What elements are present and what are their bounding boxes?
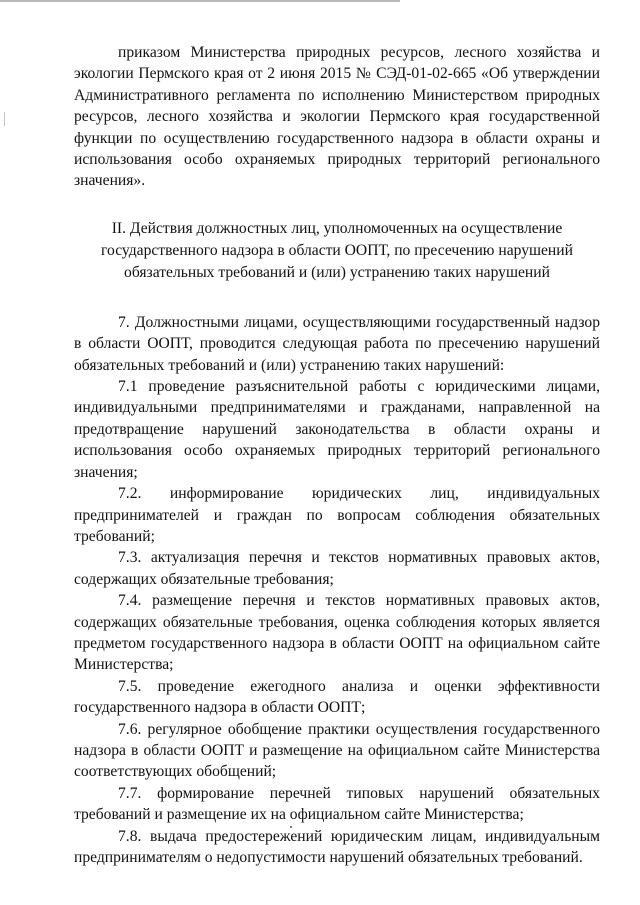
paragraph-7-4: 7.4. размещение перечня и текстов нормативных правовых актов, содержащих обязательные требования, оценка соблюдения которых является предметом государственного надзора в области ООПТ на официальном сайте Министерства; xyxy=(74,592,600,674)
document-page xyxy=(74,42,600,868)
intro-paragraph: приказом Министерства природных ресурсов, лесного хозяйства и экологии Пермского края от 2 июня 2015 № СЭД-01-02-665 «Об утверждении Административного регламента по исполнению Министерством природных ресурсов, лесного хозяйства и экологии Пермского края государственной функции по осуществлению государственного надзора в области охраны и использования особо охраняемых природных территорий регионального значения». xyxy=(74,44,600,190)
section-heading-line-3: обязательных требований и (или) устранению таких нарушений xyxy=(124,263,550,281)
paragraph-7-5: 7.5. проведение ежегодного анализа и оценки эффективности государственного надзора в области ООПТ; xyxy=(74,677,600,717)
section-heading xyxy=(74,218,600,284)
paragraph-7-1: 7.1 проведение разъяснительной работы с юридическими лицами, индивидуальными предпринимателями и гражданами, направленной на предотвращение нарушений законодательства в области охраны и использования особо охраняемых природных территорий регионального значения; xyxy=(74,378,600,481)
paragraph-7-8: 7.8. выдача предостережений юридическим лицам, индивидуальным предпринимателям о недопустимости нарушений обязательных требований. xyxy=(74,827,600,866)
scan-speck xyxy=(290,826,292,828)
scan-margin-mark xyxy=(4,112,5,126)
paragraph-7-7: 7.7. формирование перечней типовых нарушений обязательных требований и размещение их на официальном сайте Министерства; xyxy=(74,784,600,824)
paragraph-7-6: 7.6. регулярное обобщение практики осуществления государственного надзора в области ООПТ и размещение на официальном сайте Министерства соответствующих обобщений; xyxy=(74,720,600,781)
scan-edge-line xyxy=(0,0,400,2)
section-heading-line-2: государственного надзора в области ООПТ, по пресечению нарушений xyxy=(101,241,573,259)
paragraph-7: 7. Должностными лицами, осуществляющими государственный надзор в области ООПТ, проводится следующая работа по пресечению нарушений обязательных требований и (или) устранению таких нарушений: xyxy=(74,313,600,374)
paragraph-7-3: 7.3. актуализация перечня и текстов нормативных правовых актов, содержащих обязательные требования; xyxy=(74,549,600,588)
paragraph-7-2: 7.2. информирование юридических лиц, индивидуальных предпринимателей и граждан по вопросам соблюдения обязательных требований; xyxy=(74,485,600,545)
section-heading-line-1: II. Действия должностных лиц, уполномоченных на осуществление xyxy=(111,219,563,237)
